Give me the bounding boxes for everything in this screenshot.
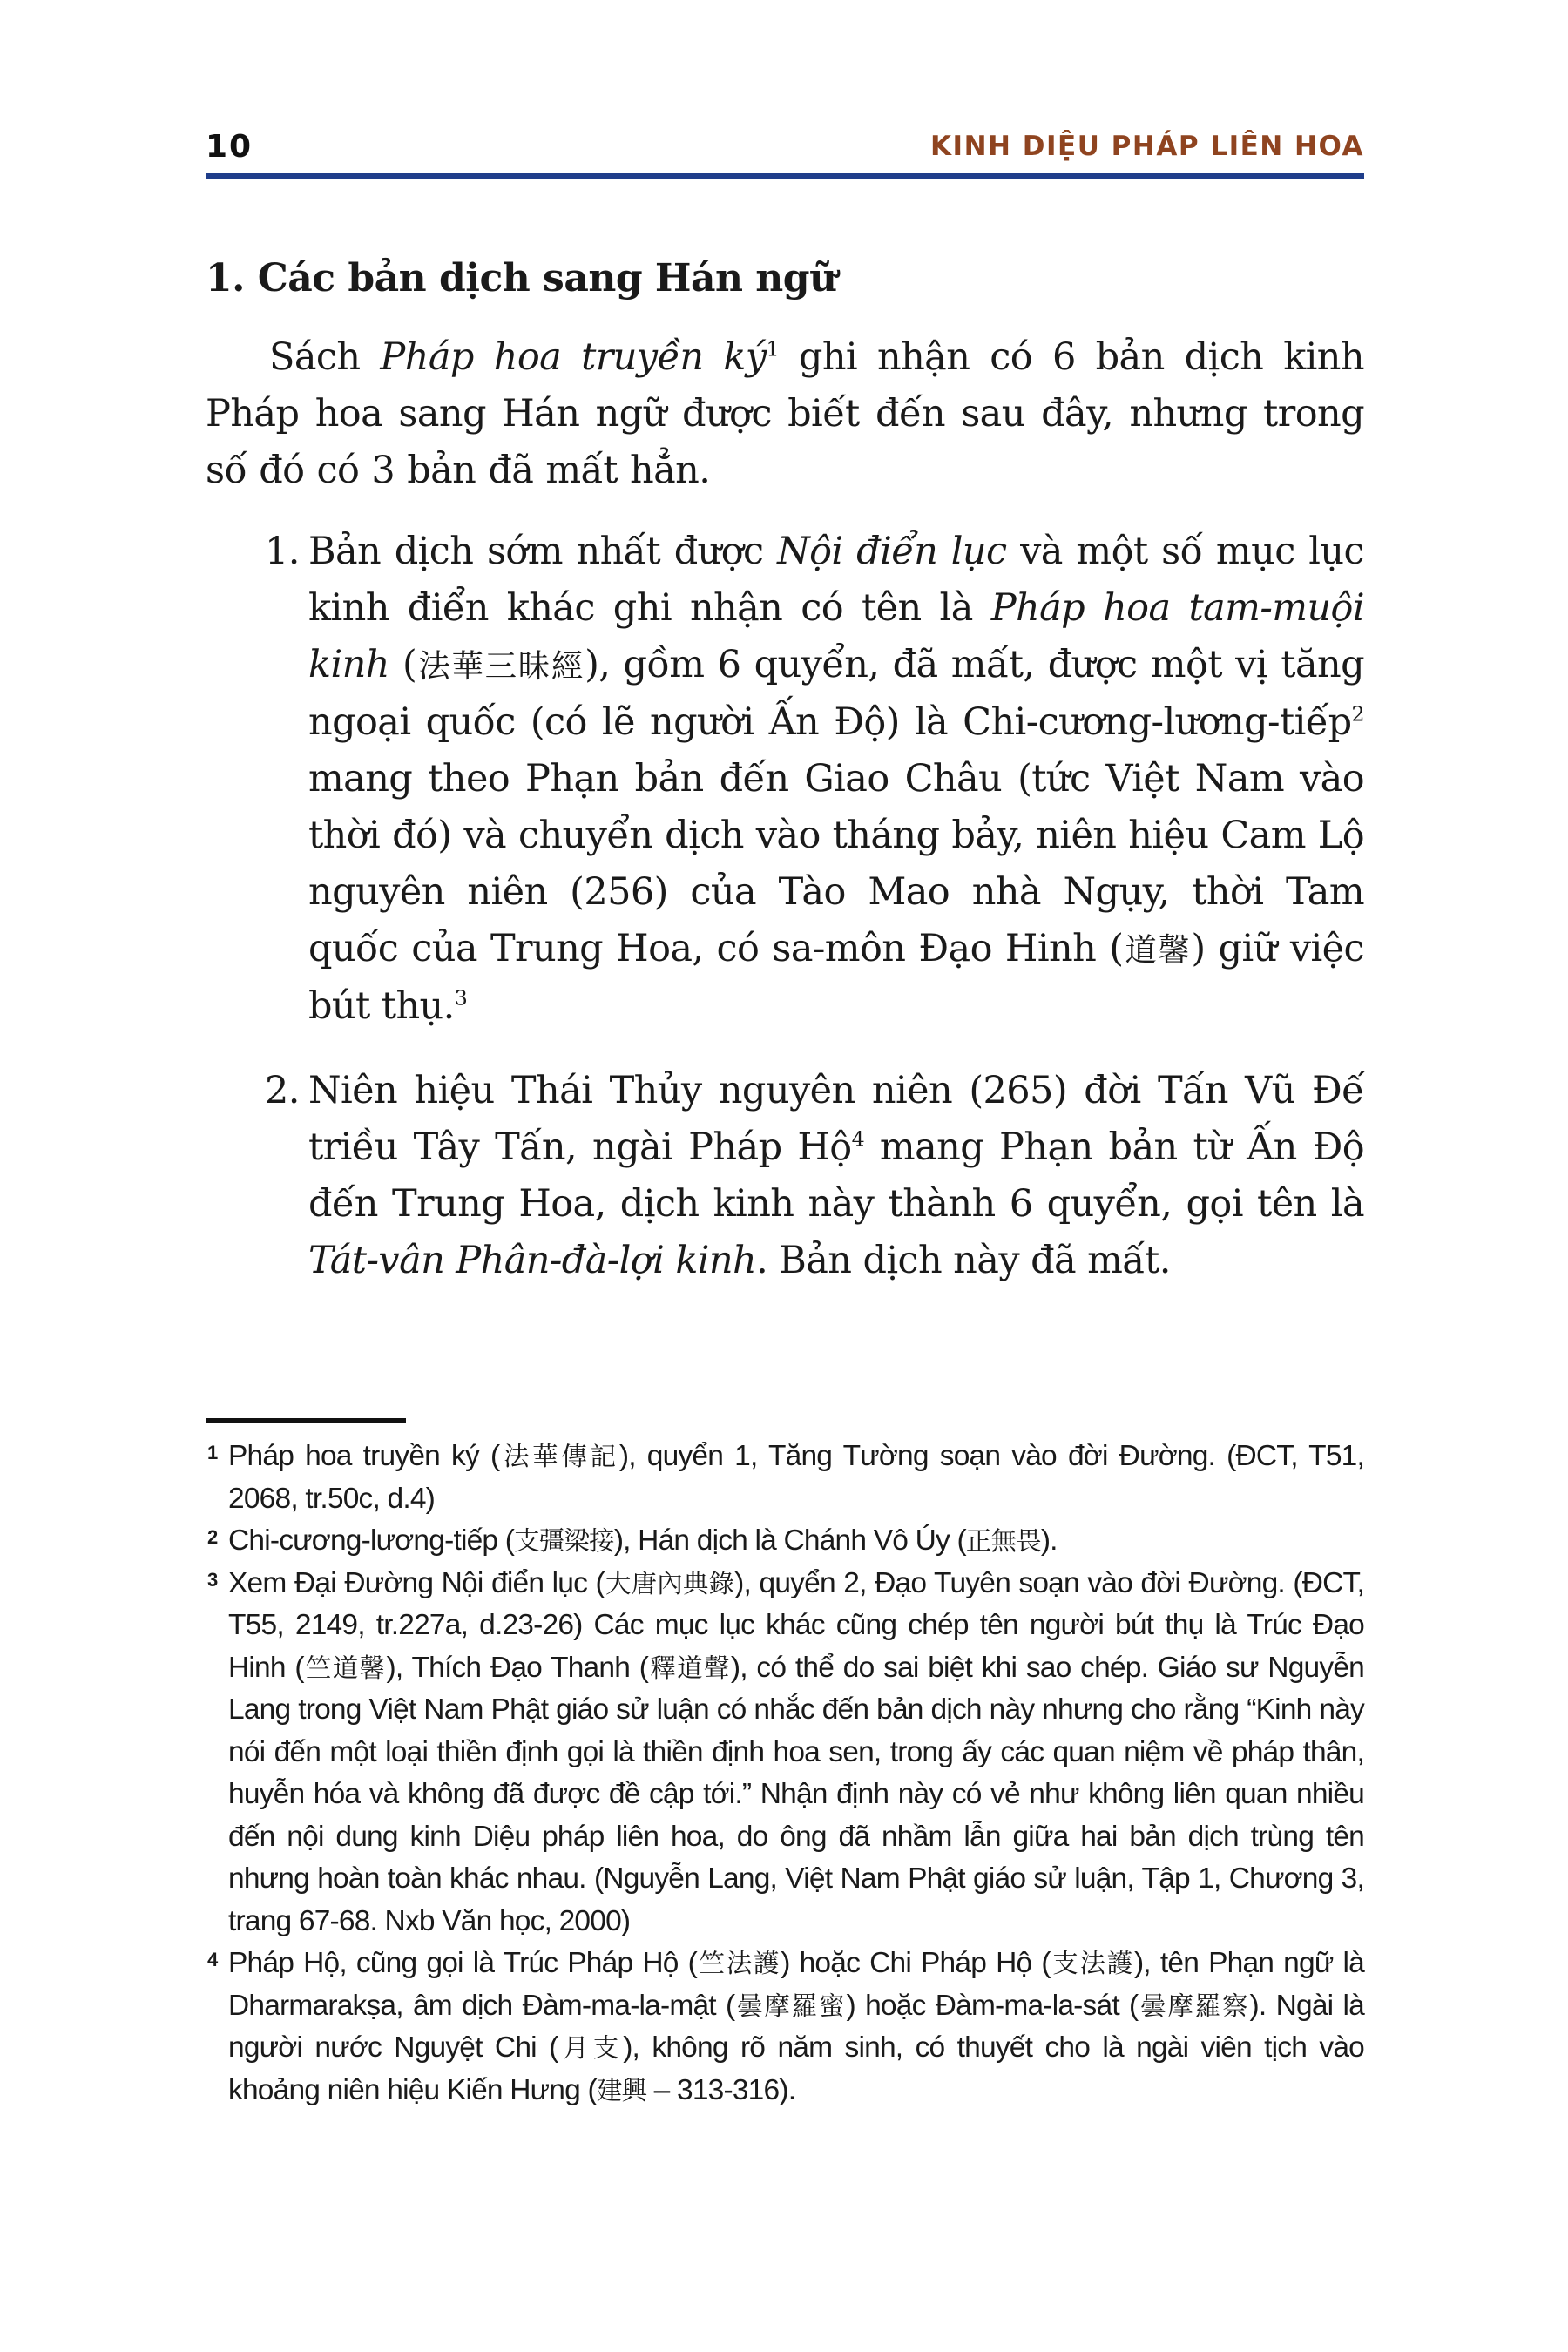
chinese-text: 支法護 <box>1050 1949 1134 1978</box>
intro-paragraph <box>206 329 1364 499</box>
list-item-number: 1. <box>265 530 300 573</box>
chinese-text: 釋道聲 <box>648 1652 731 1683</box>
text-run: Sách <box>269 335 381 379</box>
book-title: Pháp hoa truyền ký <box>380 335 767 379</box>
text-run: mang Phạn bản từ Ấn Độ đến Trung Hoa, dịch kinh này thành 6 quyển, gọi tên là <box>308 1125 1364 1226</box>
text-run: ), Thích Đạo Thanh ( <box>386 1651 649 1684</box>
text-run: Pháp Hộ, cũng gọi là Trúc Pháp Hộ ( <box>228 1947 697 1979</box>
header-rule <box>206 173 1364 179</box>
text-run: và một số mục lục kinh điển khác ghi nhận có tên là <box>308 530 1365 630</box>
footnote <box>206 1943 1364 2112</box>
text-run: ). Ngài là người nước Nguyệt Chi ( <box>228 1989 1364 2064</box>
footnote-ref[interactable]: 4 <box>851 1126 865 1152</box>
footnote-ref[interactable]: 1 <box>766 336 779 362</box>
chinese-text: 支彊梁接 <box>514 1526 614 1556</box>
text-run: ), có thể do sai biệt khi sao chép. Giáo sư Nguyễn Lang trong Việt Nam Phật giáo sử luận có nhắc đến bản dịch này nhưng cho rằng “Kinh này nói đến một loại thiền định gọi là thiền định hoa sen, trong ấy các quan niệm về pháp thân, huyễn hóa và không đã được đề cập tới.” Nhận định này có vẻ như không liên quan nhiều đến nội dung kinh Diệu pháp liên hoa, do ông đã nhầm lẫn giữa hai bản dịch trùng tên nhưng hoàn toàn khác nhau. (Nguyễn Lang, Việt Nam Phật giáo sử luận, Tập 1, Chương 3, trang 67-68. Nxb Văn học, 2000) <box>228 1651 1364 1937</box>
text-run: Xem Đại Đường Nội điển lục ( <box>228 1566 605 1599</box>
footnote-number: 3 <box>207 1568 218 1591</box>
text-run: Bản dịch sớm nhất được <box>308 530 778 573</box>
chinese-text: 大唐內典錄 <box>604 1568 735 1598</box>
text-run: ), gồm 6 quyển, đã mất, được một vị tăng ngoại quốc (có lẽ người Ấn Độ) là Chi-cương-lương-tiếp <box>308 643 1364 744</box>
footnote <box>206 1436 1364 1520</box>
running-title: KINH DIỆU PHÁP LIÊN HOA <box>930 131 1364 162</box>
text-run: ) hoặc Đàm-ma-la-sát ( <box>846 1989 1139 2022</box>
text-run: mang theo Phạn bản đến Giao Châu (tức Việt Nam vào thời đó) và chuyển dịch vào tháng bảy, niên hiệu Cam Lộ nguyên niên (256) của Tào Mao nhà Ngụy, thời Tam quốc của Trung Hoa, có sa-môn Đạo Hinh ( <box>308 757 1364 970</box>
footnote <box>206 1563 1364 1943</box>
chinese-text: 正無畏 <box>965 1526 1041 1556</box>
list-item <box>206 524 1364 1035</box>
text-run: ), tên Phạn ngữ là Dharmarakṣa, âm dịch Đàm-ma-la-mật ( <box>228 1947 1364 2022</box>
text-run: ), quyển 2, Đạo Tuyên soạn vào đời Đường. (ĐCT, T55, 2149, tr.227a, d.23-26) Các mục lục khác cũng chép tên người bút thụ là Trúc Đạo Hinh ( <box>228 1566 1364 1684</box>
book-title: Pháp hoa tam-muội kinh <box>308 586 1364 686</box>
footnotes <box>206 1436 1364 2112</box>
text-run: ). <box>1040 1524 1058 1557</box>
chinese-text: 竺法護 <box>696 1949 781 1978</box>
chinese-text: 曇摩羅蜜 <box>734 1990 847 2021</box>
text-run: ), Hán dịch là Chánh Vô Úy ( <box>613 1524 966 1557</box>
footnote-ref[interactable]: 3 <box>454 985 468 1010</box>
footnote-ref[interactable]: 2 <box>1351 701 1364 727</box>
footnote <box>206 1520 1364 1563</box>
text-run: Chi-cương-lương-tiếp ( <box>228 1524 515 1557</box>
text-run: ), quyển 1, Tăng Tường soạn vào đời Đường. (ĐCT, T51, 2068, tr.50c, d.4) <box>228 1440 1364 1515</box>
footnote-number: 1 <box>207 1442 218 1463</box>
list-item <box>206 1063 1364 1289</box>
footnote-number: 2 <box>207 1526 218 1548</box>
text-run: ) hoặc Chi Pháp Hộ ( <box>781 1947 1051 1979</box>
text-run: . Bản dịch này đã mất. <box>756 1239 1171 1282</box>
text-run: – 313-316). <box>646 2073 796 2106</box>
text-run: Niên hiệu Thái Thủy nguyên niên (265) đời Tấn Vũ Đế triều Tây Tấn, ngài Pháp Hộ <box>308 1069 1364 1169</box>
text-run: ( <box>389 643 417 686</box>
page-header <box>206 122 1364 174</box>
list-item-number: 2. <box>265 1069 300 1112</box>
chinese-text: 竺道馨 <box>303 1652 387 1683</box>
text-run: ) giữ việc bút thụ. <box>308 927 1364 1028</box>
chinese-text: 月支 <box>558 2033 624 2063</box>
text-run: ), không rõ năm sinh, có thuyết cho là ngài viên tịch vào khoảng niên hiệu Kiến Hưng ( <box>228 2031 1364 2106</box>
chinese-text: 曇摩羅察 <box>1138 1990 1250 2021</box>
book-title: Tát-vân Phân-đà-lợi kinh <box>308 1239 757 1282</box>
footnote-number: 4 <box>207 1949 218 1970</box>
chinese-text: 道馨 <box>1123 931 1192 969</box>
book-title: Nội điển lục <box>777 530 1007 573</box>
chinese-text: 法華三昧經 <box>416 647 585 685</box>
chinese-text: 建興 <box>596 2075 647 2105</box>
text-run: Pháp hoa truyền ký ( <box>228 1440 500 1472</box>
translation-list <box>206 524 1364 1289</box>
chinese-text: 法華傳記 <box>499 1442 619 1471</box>
text-run: ghi nhận có 6 bản dịch kinh Pháp hoa sang Hán ngữ được biết đến sau đây, nhưng trong số đó có 3 bản đã mất hẳn. <box>206 335 1364 492</box>
footnote-separator <box>206 1418 406 1423</box>
main-text <box>206 253 1364 1317</box>
section-heading: 1. Các bản dịch sang Hán ngữ <box>206 256 837 301</box>
page-number: 10 <box>206 129 253 165</box>
